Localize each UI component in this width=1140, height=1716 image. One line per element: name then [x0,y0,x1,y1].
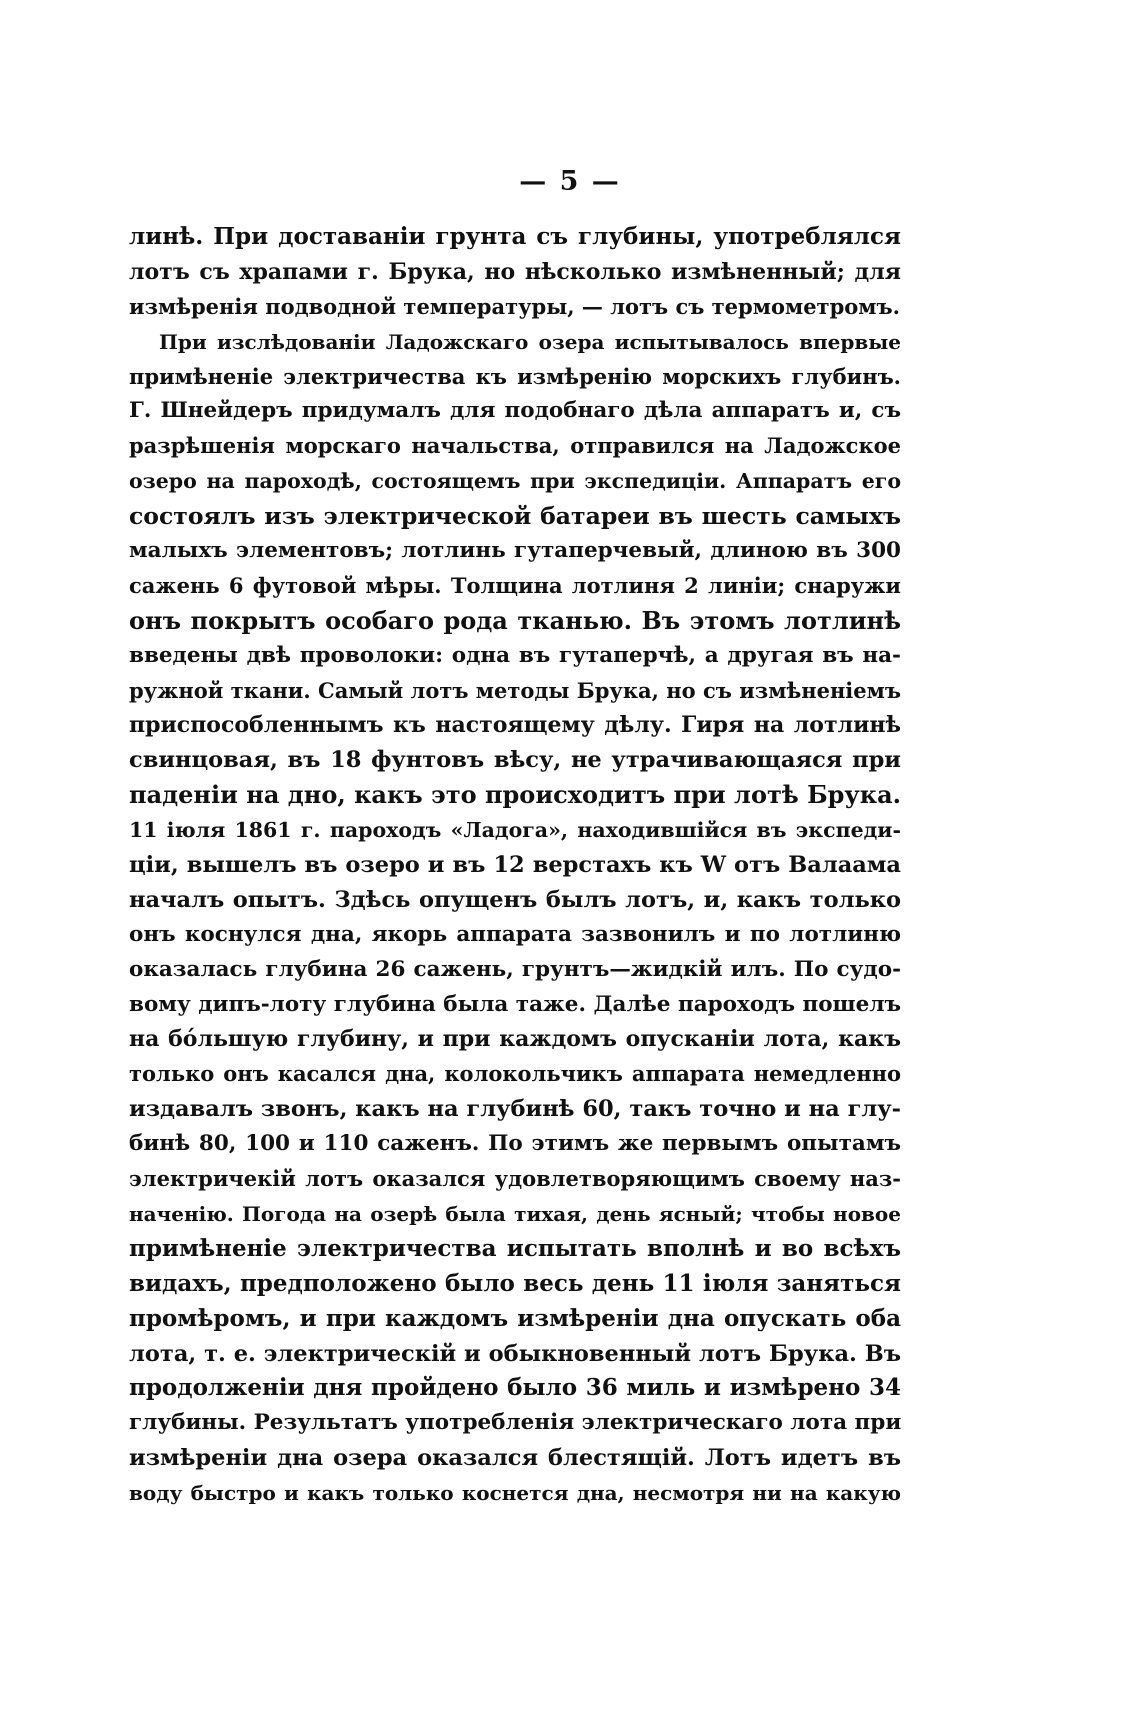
text-line: бинѣ 80, 100 и 110 саженъ. По этимъ же первымъ опытамъ [129,1131,901,1157]
text-line: онъ покрытъ особаго рода тканью. Въ этомъ лотлинѣ [129,605,901,635]
text-line: издавалъ звонъ, какъ на глубинѣ 60, такъ точно и на глу- [129,1096,901,1123]
text-line: продолженіи дня пройдено было 36 миль и измѣрено 34 [129,1374,901,1402]
text-line: лота, т. е. электрическій и обыкновенный лотъ Брука. Въ [129,1340,901,1367]
text-line: ціи, вышелъ въ озеро и въ 12 верстахъ къ W отъ Валаама [129,852,901,879]
text-line: измѣреніи дна озера оказался блестящій. Лотъ идетъ въ [129,1445,901,1472]
text-line: озеро на пароходѣ, состоящемъ при экспедиціи. Аппаратъ его [129,469,901,494]
page-number: — 5 — [519,166,621,197]
text-line: свинцовая, въ 18 фунтовъ вѣсу, не утрачивающаяся при [129,747,901,774]
text-line: паденіи на дно, какъ это происходитъ при лотѣ Брука. [129,780,901,810]
text-line: оказалась глубина 26 сажень, грунтъ—жидкій илъ. По судо- [129,956,901,982]
text-line: наченію. Погода на озерѣ была тихая, день ясный; чтобы новое [129,1201,901,1226]
text-line: вому дипъ-лоту глубина была таже. Далѣе пароходъ пошелъ [129,991,901,1017]
text-line: на бо́льшую глубину, и при каждомъ опусканіи лота, какъ [129,1026,901,1053]
text-line: линѣ. При доставаніи грунта съ глубины, употреблялся [129,223,901,250]
text-line: введены двѣ проволоки: одна въ гутаперчѣ, а другая въ на- [129,642,901,668]
text-line: 11 іюля 1861 г. пароходъ «Ладога», находившійся въ экспеди- [129,818,901,843]
text-line: лотъ съ храпами г. Брука, но нѣсколько измѣненный; для [129,258,901,285]
text-line: состоялъ изъ электрической батареи въ шесть самыхъ [129,502,901,531]
text-line: измѣренія подводной температуры, — лотъ съ термометромъ. [129,293,900,319]
text-line: примѣненіе электричества къ измѣренію морскихъ глубинъ. [129,363,901,389]
text-line: электричекій лотъ оказался удовлетворяющимъ своему наз- [129,1166,901,1192]
text-line: ружной ткани. Самый лотъ методы Брука, но съ измѣненіемъ [129,677,901,703]
text-line: приспособленнымъ къ настоящему дѣлу. Гиря на лотлинѣ [129,712,901,739]
text-line: примѣненіе электричества испытать вполнѣ и во всѣхъ [129,1234,901,1262]
body-text [129,220,901,1511]
text-line: При изслѣдованіи Ладожскаго озера испытывалось впервые [159,329,901,354]
text-line: разрѣшенія морскаго начальства, отправился на Ладожское [129,433,901,459]
text-line: малыхъ элементовъ; лотлинь гутаперчевый, длиною въ 300 [129,538,901,564]
text-line: онъ коснулся дна, якорь аппарата зазвонилъ и по лотлиню [129,921,901,947]
text-line: началъ опытъ. Здѣсь опущенъ былъ лотъ, и, какъ только [129,886,901,913]
text-line: видахъ, предположено было весь день 11 іюля заняться [129,1269,901,1297]
text-line: воду быстро и какъ только коснется дна, несмотря ни на какую [129,1481,901,1506]
text-line: только онъ касался дна, колокольчикъ аппарата немедленно [129,1061,901,1087]
text-line: сажень 6 футовой мѣры. Толщина лотлиня 2 линіи; снаружи [129,572,901,598]
text-line: глубины. Результатъ употребленія электрическаго лота при [129,1410,902,1436]
text-line: промѣромъ, и при каждомъ измѣреніи дна опускать оба [129,1304,901,1332]
text-line: Г. Шнейдеръ придумалъ для подобнаго дѣла аппаратъ и, съ [129,398,901,424]
